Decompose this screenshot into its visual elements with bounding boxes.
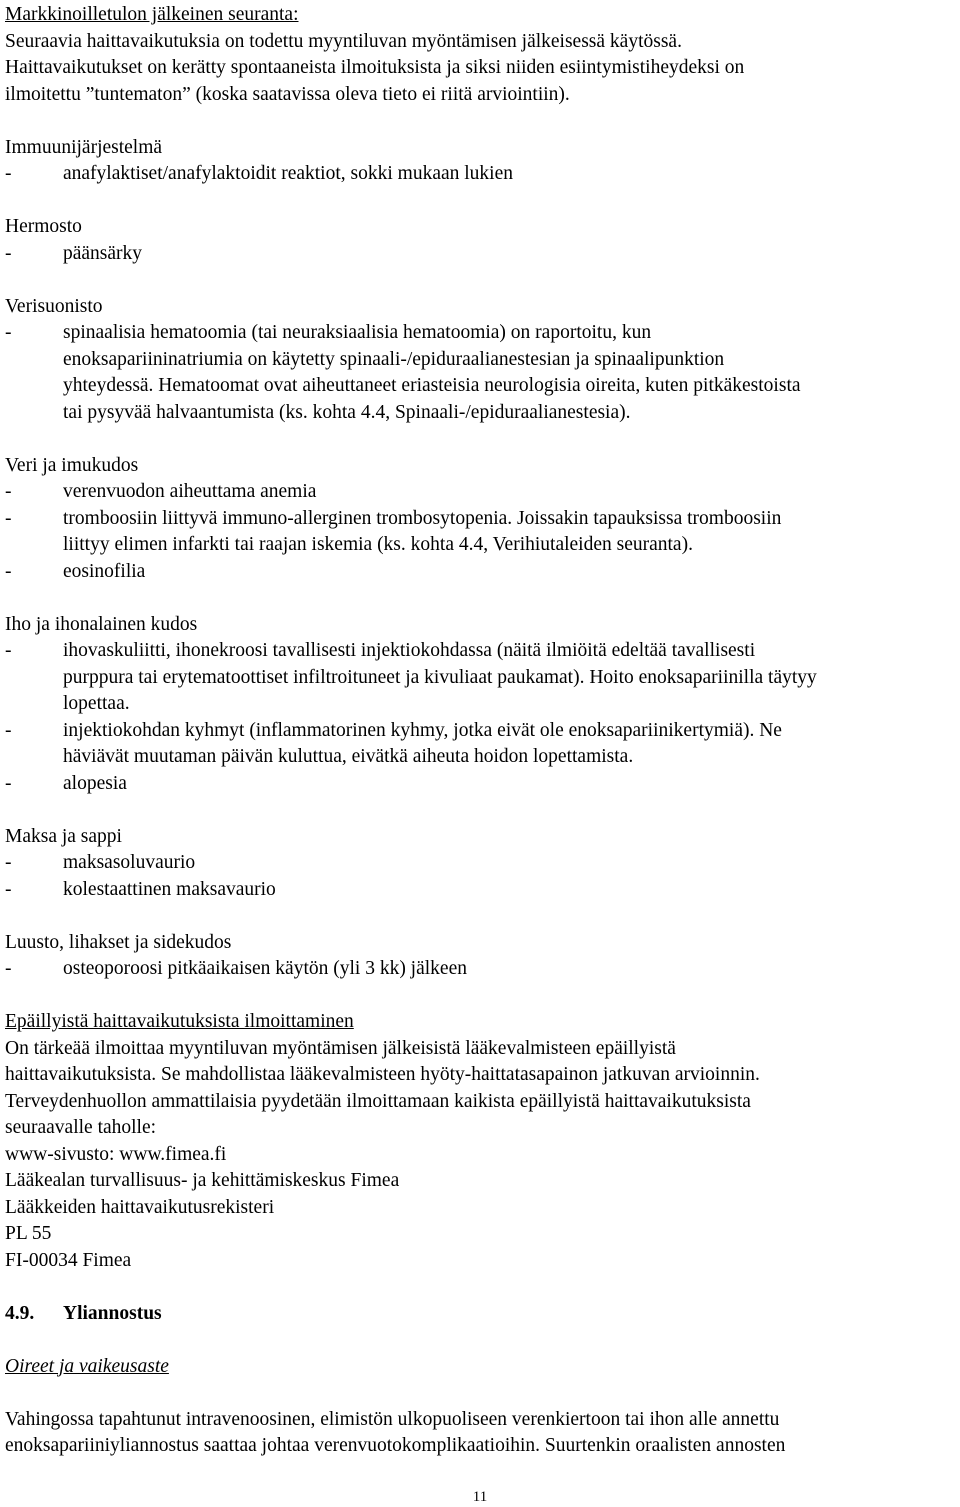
postmarketing-line: Haittavaikutukset on kerätty spontaaneista ilmoituksista ja siksi niiden esiintymistiheydeksi on <box>5 57 745 78</box>
section-title-liver: Maksa ja sappi <box>5 825 122 847</box>
overdose-line: enoksapariiniyliannostus saattaa johtaa verenvuotokomplikaatioihin. Suurtenkin oraalisten annosten <box>5 1435 786 1456</box>
section-title-skin: Iho ja ihonalainen kudos <box>5 613 198 635</box>
document-page <box>5 2 957 1460</box>
reporting-line: FI-00034 Fimea <box>5 1249 132 1271</box>
reporting-line: haittavaikutuksista. Se mahdollistaa lääkevalmisteen hyöty-haittatasapainon jatkuvan arvioinnin. <box>5 1064 760 1085</box>
list-item: - päänsärky <box>5 242 143 264</box>
list-item: - injektiokohdan kyhmyt (inflammatorinen kyhmy, jotka eivät ole enoksapariinikertymiä). Ne häviävät muutaman päivän kuluttua, eivätkä aiheuta hoidon lopettamista. <box>5 719 782 767</box>
reporting-line: Lääkealan turvallisuus- ja kehittämiskeskus Fimea <box>5 1170 400 1191</box>
postmarketing-line: ilmoitettu ”tuntematon” (koska saatavissa oleva tieto ei riitä arviointiin). <box>5 83 570 105</box>
list-item: - osteoporoosi pitkäaikaisen käytön (yli 3 kk) jälkeen <box>5 958 467 979</box>
section-title-vascular: Verisuonisto <box>5 295 103 317</box>
list-item: - eosinofilia <box>5 560 146 582</box>
reporting-line: PL 55 <box>5 1223 52 1244</box>
list-item: - verenvuodon aiheuttama anemia <box>5 481 317 502</box>
section-title-nervous: Hermosto <box>5 216 82 237</box>
list-item: - maksasoluvaurio <box>5 852 196 873</box>
section-title-blood: Veri ja imukudos <box>5 454 139 476</box>
section-heading-overdose: 4.9. Yliannostus <box>5 1302 162 1324</box>
list-item: - anafylaktiset/anafylaktoidit reaktiot, sokki mukaan lukien <box>5 163 513 184</box>
list-item: - tromboosiin liittyvä immuno-allerginen trombosytopenia. Joissakin tapauksissa tromboosiin liittyy elimen infarkti tai raajan iskemia (ks. kohta 4.4, Verihiutaleiden seuranta). <box>5 507 782 555</box>
reporting-website[interactable]: www-sivusto: www.fimea.fi <box>5 1143 227 1165</box>
overdose-subheading: Oireet ja vaikeusaste <box>5 1355 169 1377</box>
list-item: - spinaalisia hematoomia (tai neuraksiaalisia hematoomia) on raportoitu, kun enoksapariininatriumia on käytetty spinaali-/epiduraalianestesian ja spinaalipunktion yhteydessä. Hematoomat ovat aiheuttaneet eriasteisia neurologisia oireita, kuten pitkäkestoista tai pysyvää halvaantumista (ks. kohta 4.4, Spinaali-/epiduraalianestesia). <box>5 322 801 423</box>
reporting-heading: Epäillyistä haittavaikutuksista ilmoittaminen <box>5 1011 354 1032</box>
postmarketing-line: Seuraavia haittavaikutuksia on todettu myyntiluvan myöntämisen jälkeisessä käytössä. <box>5 30 682 52</box>
list-item: - ihovaskuliitti, ihonekroosi tavallisesti injektiokohdassa (näitä ilmiöitä edeltää tavallisesti purppura tai erytematoottiset infiltroituneet ja kivuliaat paukamat). Hoito enoksapariinilla täytyy lopettaa. <box>5 640 817 714</box>
reporting-line: seuraavalle taholle: <box>5 1117 157 1138</box>
list-item: - kolestaattinen maksavaurio <box>5 878 276 900</box>
section-title-immune: Immuunijärjestelmä <box>5 136 163 158</box>
reporting-line: Terveydenhuollon ammattilaisia pyydetään ilmoittamaan kaikista epäillyistä haittavaikutuksista <box>5 1090 751 1112</box>
page-number: 11 <box>472 1489 488 1505</box>
postmarketing-heading: Markkinoilletulon jälkeinen seuranta: <box>5 4 299 25</box>
reporting-line: On tärkeää ilmoittaa myyntiluvan myöntämisen jälkeisistä lääkevalmisteen epäillyistä <box>5 1037 676 1059</box>
list-item: - alopesia <box>5 772 127 794</box>
overdose-line: Vahingossa tapahtunut intravenoosinen, elimistön ulkopuoliseen verenkiertoon tai ihon alle annettu <box>5 1408 780 1430</box>
reporting-line: Lääkkeiden haittavaikutusrekisteri <box>5 1196 275 1218</box>
section-title-musculoskeletal: Luusto, lihakset ja sidekudos <box>5 931 232 953</box>
